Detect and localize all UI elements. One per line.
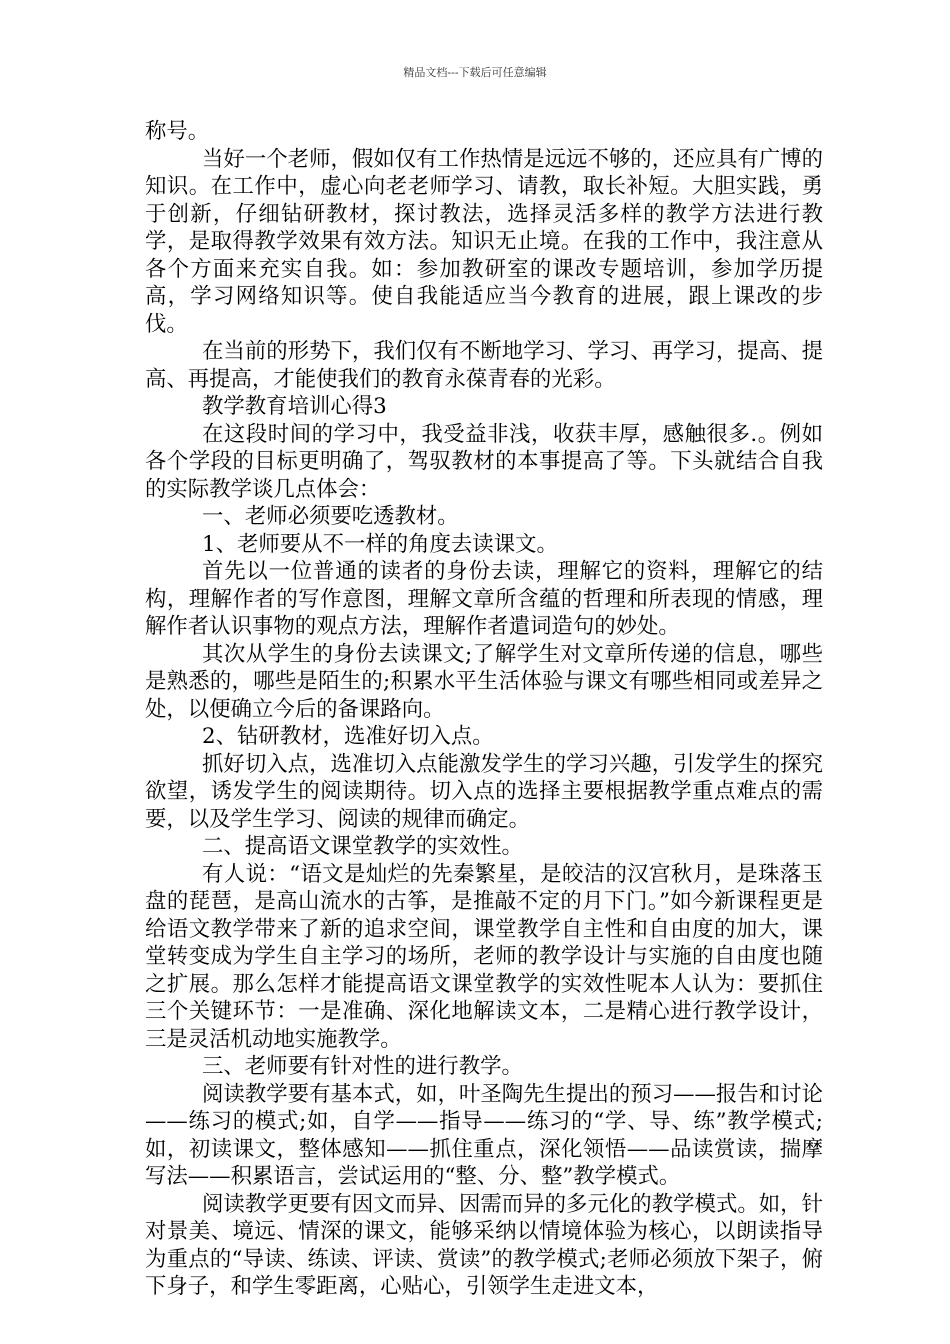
paragraph: 有人说：“语文是灿烂的先秦繁星，是皎洁的汉宫秋月，是珠落玉盘的琵琶，是高山流水的古筝，是推敲不定的月下门。”如今新课程更是给语文教学带来了新的追求空间，课堂教学自主性和自由度的加大，课堂转变成为学生自主学习的场所，老师的教学设计与实施的自由度也随之扩展。那么怎样才能提高语文课堂教学的实效性呢本人认为：要抓住三个关键环节：一是准确、深化地解读文本，二是精心进行教学设计，三是灵活机动地实施教学。 [145,861,823,1052]
paragraph: 其次从学生的身份去读课文;了解学生对文章所传递的信息，哪些是熟悉的，哪些是陌生的;积累水平生活体验与课文有哪些相同或差异之处，以便确立今后的备课路向。 [145,641,823,722]
page-header: 精品文档---下载后可任意编辑 [403,66,547,79]
paragraph: 抓好切入点，选准切入点能激发学生的学习兴趣，引发学生的探究欲望，诱发学生的阅读期待。切入点的选择主要根据教学重点难点的需要，以及学生学习、阅读的规律而确定。 [145,751,823,832]
paragraph: 在当前的形势下，我们仅有不断地学习、学习、再学习，提高、提高、再提高，才能使我们的教育永葆青春的光彩。 [145,339,823,392]
paragraph: 在这段时间的学习中，我受益非浅，收获丰厚，感触很多.。例如各个学段的目标更明确了，驾驭教材的本事提高了等。下头就结合自我的实际教学谈几点体会： [145,421,823,502]
paragraph: 当好一个老师，假如仅有工作热情是远远不够的，还应具有广博的知识。在工作中，虚心向老老师学习、请教，取长补短。大胆实践，勇于创新，仔细钻研教材，探讨教法，选择灵活多样的教学方法进行教学，是取得教学效果有效方法。知识无止境。在我的工作中，我注意从各个方面来充实自我。如：参加教研室的课改专题培训，参加学历提高，学习网络知识等。使自我能适应当今教育的进展，跟上课改的步伐。 [145,146,823,337]
section-heading: 二、提高语文课堂教学的实效性。 [202,834,523,859]
section-heading: 教学教育培训心得3 [202,394,387,419]
paragraph: 阅读教学更要有因文而异、因需而异的多元化的教学模式。如，针对景美、境远、情深的课文，能够采纳以情境体验为核心，以朗读指导为重点的“导读、练读、评读、赏读”的教学模式;老师必须放下架子，俯下身子，和学生零距离，心贴心，引领学生走进文本， [145,1191,823,1299]
section-heading: 一、老师必须要吃透教材。 [202,504,459,529]
paragraph: 称号。 [145,119,210,144]
paragraph: 首先以一位普通的读者的身份去读，理解它的资料，理解它的结构，理解作者的写作意图，理解文章所含蕴的哲理和所表现的情感，理解作者认识事物的观点方法，理解作者遣词造句的妙处。 [145,559,823,639]
subsection-heading: 2、钻研教材，选准好切入点。 [202,724,494,749]
paragraph: 阅读教学要有基本式，如，叶圣陶先生提出的预习——报告和讨论——练习的模式;如，自学——指导——练习的“学、导、练”教学模式;如，初读课文，整体感知——抓住重点，深化领悟——品读赏读，揣摩写法——积累语言，尝试运用的“整、分、整”教学模式。 [145,1081,823,1189]
subsection-heading: 1、老师要从不一样的角度去读课文。 [202,531,558,557]
document-body [145,118,823,1301]
section-heading: 三、老师要有针对性的进行教学。 [202,1054,523,1079]
